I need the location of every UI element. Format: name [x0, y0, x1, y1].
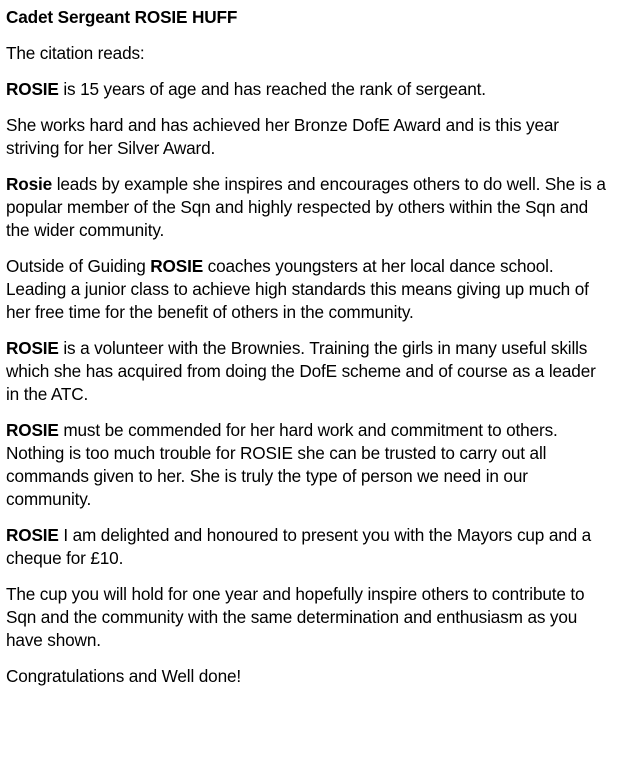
paragraph-name-mid: ROSIE [150, 256, 204, 276]
paragraph-dance-coaching [6, 255, 612, 324]
paragraph-age-rank [6, 78, 612, 101]
paragraph-text: is a volunteer with the Brownies. Training the girls in many useful skills which she has acquired from doing the DofE scheme and of course as a leader in the ATC. [6, 338, 596, 404]
paragraph-text: The citation reads: [6, 43, 145, 63]
paragraph-text: The cup you will hold for one year and hopefully inspire others to contribute to Sqn and the community with the same determination and enthusiasm as you have shown. [6, 584, 585, 650]
paragraph-leadership [6, 173, 612, 242]
paragraph-intro [6, 42, 612, 65]
document-heading: Cadet Sergeant ROSIE HUFF [6, 7, 238, 27]
paragraph-commendation [6, 419, 612, 511]
paragraph-name-lead: ROSIE [6, 338, 59, 358]
paragraph-name-lead: ROSIE [6, 79, 59, 99]
paragraph-presentation [6, 524, 612, 570]
paragraph-text: is 15 years of age and has reached the rank of sergeant. [58, 79, 486, 99]
paragraph-brownies [6, 337, 612, 406]
paragraph-text: I am delighted and honoured to present you with the Mayors cup and a cheque for £10. [6, 525, 592, 568]
citation-document [6, 6, 612, 701]
paragraph-dofe [6, 114, 612, 160]
paragraph-text: She works hard and has achieved her Bronze DofE Award and is this year striving for her Silver Award. [6, 115, 559, 158]
paragraph-text: must be commended for her hard work and commitment to others. Nothing is too much trouble for ROSIE she can be trusted to carry out all commands given to her. She is truly the type of person we need in our community. [6, 420, 558, 509]
paragraph-name-lead: ROSIE [6, 525, 59, 545]
paragraph-closing [6, 665, 612, 688]
paragraph-name-lead: ROSIE [6, 420, 59, 440]
paragraph-text-rest: coaches youngsters at her local dance school. Leading a junior class to achieve high standards this means giving up much of her free time for the benefit of others in the community. [6, 256, 589, 322]
paragraph-text: Outside of Guiding [6, 256, 151, 276]
paragraph-cup [6, 583, 612, 652]
paragraph-name-lead: Rosie [6, 174, 53, 194]
paragraph-text: leads by example she inspires and encourages others to do well. She is a popular member of the Sqn and highly respected by others within the Sqn and the wider community. [6, 174, 606, 240]
paragraph-text: Congratulations and Well done! [6, 666, 242, 686]
